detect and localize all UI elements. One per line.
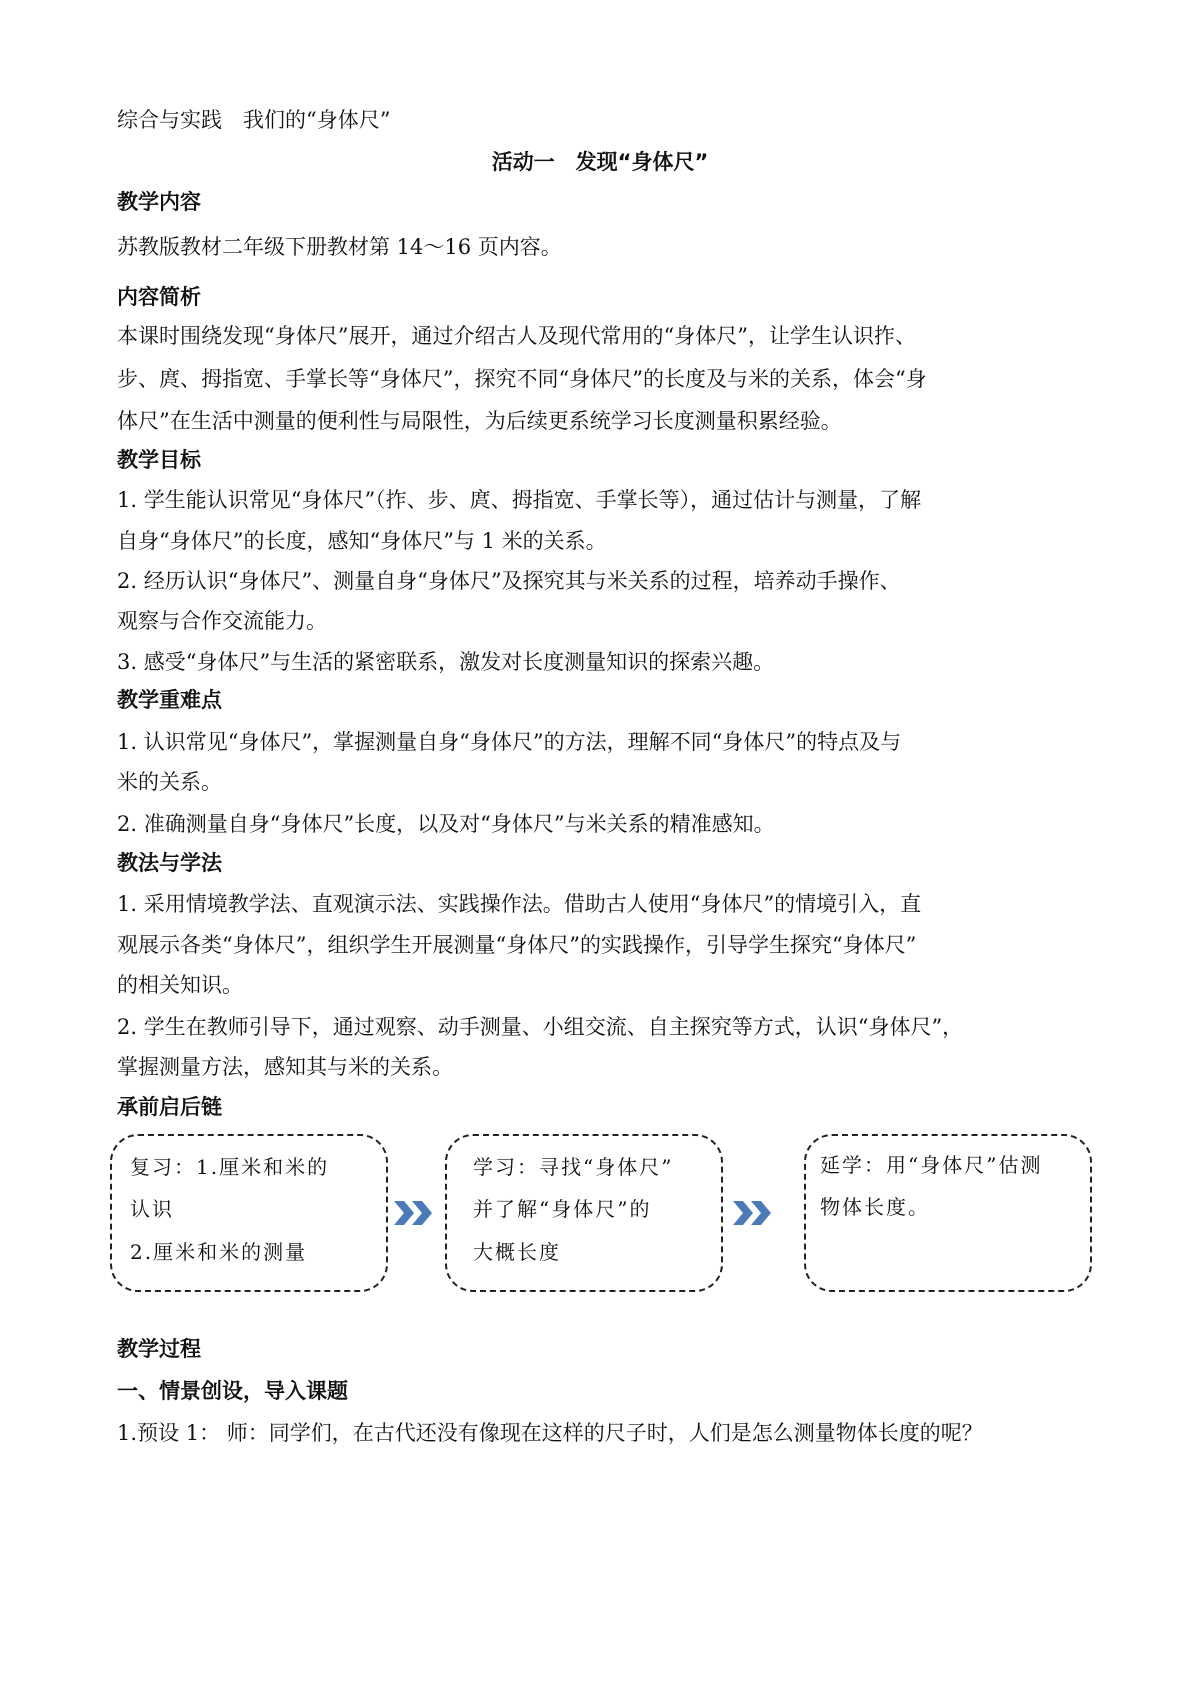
chain-box-review <box>110 1134 388 1292</box>
methods-line: 掌握测量方法，感知其与米的关系。 <box>117 1055 453 1079</box>
chain-box-text: 复习：1.厘米和米的 <box>130 1155 330 1179</box>
chain-box-text: 2.厘米和米的测量 <box>130 1240 308 1264</box>
key-points-line: 2. 准确测量自身“身体尺”长度，以及对“身体尺”与米关系的精准感知。 <box>117 812 775 836</box>
methods-line: 1. 采用情境教学法、直观演示法、实践操作法。借助古人使用“身体尺”的情境引入，直 <box>117 892 922 916</box>
section-heading-chain: 承前启后链 <box>117 1095 222 1119</box>
key-points-line: 米的关系。 <box>117 770 222 794</box>
section-heading-content: 教学内容 <box>117 190 201 214</box>
chain-box-text: 并了解“身体尺”的 <box>473 1197 652 1221</box>
chain-box-text: 延学：用“身体尺”估测 <box>820 1153 1043 1177</box>
methods-line: 的相关知识。 <box>117 973 243 997</box>
methods-line: 2. 学生在教师引导下，通过观察、动手测量、小组交流、自主探究等方式，认识“身体尺”， <box>117 1015 964 1039</box>
chain-box-text: 大概长度 <box>473 1240 561 1264</box>
section-heading-analysis: 内容简析 <box>117 285 201 309</box>
section-heading-process: 教学过程 <box>117 1337 201 1361</box>
chain-box-text: 物体长度。 <box>820 1195 930 1219</box>
header-line: 综合与实践 我们的“身体尺” <box>117 108 391 132</box>
analysis-line: 本课时围绕发现“身体尺”展开，通过介绍古人及现代常用的“身体尺”，让学生认识拃、 <box>117 324 916 348</box>
process-subheading: 一、情景创设，导入课题 <box>117 1379 348 1403</box>
goals-line: 1. 学生能认识常见“身体尺”（拃、步、庹、拇指宽、手掌长等），通过估计与测量，了解 <box>117 488 922 512</box>
activity-title: 活动一 发现“身体尺” <box>491 150 709 174</box>
analysis-line: 体尺”在生活中测量的便利性与局限性，为后续更系统学习长度测量积累经验。 <box>117 409 842 433</box>
analysis-line: 步、庹、拇指宽、手掌长等“身体尺”，探究不同“身体尺”的长度及与米的关系，体会“身 <box>117 367 927 391</box>
section-heading-goals: 教学目标 <box>117 448 201 472</box>
goals-line: 2. 经历认识“身体尺”、测量自身“身体尺”及探究其与米关系的过程，培养动手操作、 <box>117 569 901 593</box>
section-heading-key-points: 教学重难点 <box>117 688 222 712</box>
key-points-line: 1. 认识常见“身体尺”，掌握测量自身“身体尺”的方法，理解不同“身体尺”的特点及与 <box>117 730 902 754</box>
chain-box-text: 学习：寻找“身体尺” <box>473 1155 674 1179</box>
goals-line: 自身“身体尺”的长度，感知“身体尺”与 1 米的关系。 <box>117 529 607 553</box>
methods-line: 观展示各类“身体尺”，组织学生开展测量“身体尺”的实践操作，引导学生探究“身体尺” <box>117 933 917 957</box>
content-text: 苏教版教材二年级下册教材第 14～16 页内容。 <box>117 235 562 259</box>
section-heading-methods: 教法与学法 <box>117 851 222 875</box>
chain-box-extend <box>804 1134 1092 1292</box>
process-line: 1.预设 1： 师：同学们，在古代还没有像现在这样的尺子时，人们是怎么测量物体长度的呢？ <box>117 1421 983 1445</box>
double-chevron-icon <box>392 1198 438 1228</box>
goals-line: 观察与合作交流能力。 <box>117 609 327 633</box>
double-chevron-icon <box>731 1198 777 1228</box>
chain-box-learn <box>445 1134 723 1292</box>
chain-box-text: 认识 <box>130 1197 174 1221</box>
goals-line: 3. 感受“身体尺”与生活的紧密联系，激发对长度测量知识的探索兴趣。 <box>117 650 775 674</box>
